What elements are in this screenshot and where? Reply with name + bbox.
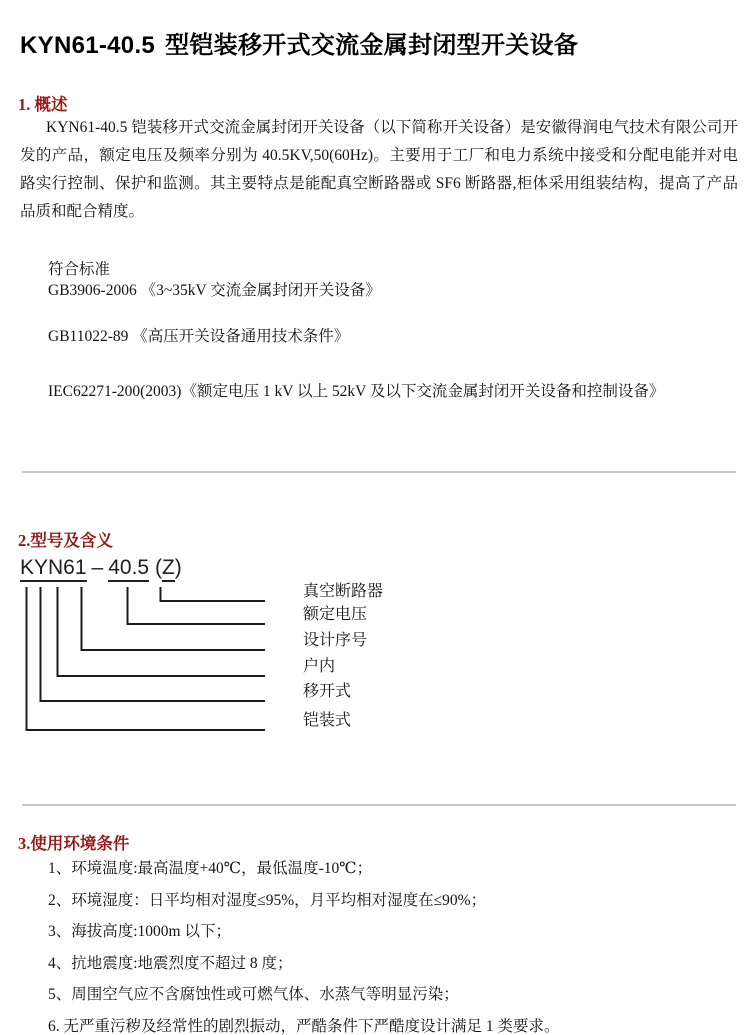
list-item: 3、海拔高度:1000m 以下； — [48, 923, 231, 940]
standard-entry: IEC62271-200(2003)《额定电压 1 kV 以上 52kV 及以下交流金属封闭开关设备和控制设备》 — [48, 383, 665, 400]
model-series-code: KYN61 — [20, 556, 87, 582]
environment-conditions-list — [48, 853, 738, 1035]
diagram-label-design-serial: 设计序号 — [303, 632, 368, 649]
connector-line-vacuum-breaker — [161, 587, 266, 601]
list-item: 1、环境温度:最高温度+40℃，最低温度-10℃； — [48, 860, 373, 877]
section-1-heading: 1. 概述 — [18, 95, 68, 114]
document-title-model-code: KYN61-40.5 — [20, 32, 156, 59]
section-divider — [22, 804, 736, 806]
document-title-description: 型铠装移开式交流金属封闭型开关设备 — [165, 32, 579, 59]
diagram-label-armored: 铠装式 — [303, 712, 352, 729]
overview-paragraph: KYN61-40.5 铠装移开式交流金属封闭开关设备（以下简称开关设备）是安徽得润电气技术有限公司开发的产品，额定电压及频率分别为 40.5KV,50(60Hz)。主要用于工厂和电力系统中接受和分配电能并对电路实行控制、保护和监测。其主要特点是能配真空断路器或 SF6 断路器,柜体采用组装结构，提高了产品品质和配合精度。 — [20, 119, 738, 220]
connector-line-rated-voltage — [128, 587, 266, 624]
connector-line-armored — [27, 587, 266, 730]
list-item: 5、周围空气应不含腐蚀性或可燃气体、水蒸气等明显污染； — [48, 986, 459, 1003]
list-item: 2、环境湿度：日平均相对湿度≤95%，月平均相对湿度在≤90%； — [48, 891, 487, 909]
model-bracket-close: ) — [174, 556, 182, 579]
diagram-label-withdrawable: 移开式 — [303, 683, 352, 700]
model-breaker-code: Z — [162, 556, 175, 582]
standards-title: 符合标准 — [48, 261, 111, 278]
model-rated-voltage: 40.5 — [108, 556, 149, 582]
model-separator: – — [91, 556, 104, 579]
section-divider — [22, 471, 736, 473]
list-item: 6. 无严重污秽及经常性的剧烈振动，严酷条件下严酷度设计满足 1 类要求。 — [48, 1017, 560, 1035]
connector-line-withdrawable — [41, 587, 266, 701]
model-bracket-open: ( — [154, 556, 162, 579]
document-title — [20, 25, 578, 60]
list-item: 4、抗地震度:地震烈度不超过 8 度； — [48, 954, 293, 972]
diagram-label-rated-voltage: 额定电压 — [303, 606, 368, 623]
standard-entry: GB3906-2006 《3~35kV 交流金属封闭开关设备》 — [48, 282, 381, 299]
section-3-heading: 3.使用环境条件 — [18, 834, 130, 853]
diagram-label-vacuum-breaker: 真空断路器 — [303, 583, 384, 600]
connector-line-design-serial — [82, 587, 266, 650]
section-2-heading: 2.型号及含义 — [18, 531, 113, 550]
standard-entry: GB11022-89 《高压开关设备通用技术条件》 — [48, 328, 350, 345]
diagram-label-indoor: 户内 — [303, 658, 336, 675]
